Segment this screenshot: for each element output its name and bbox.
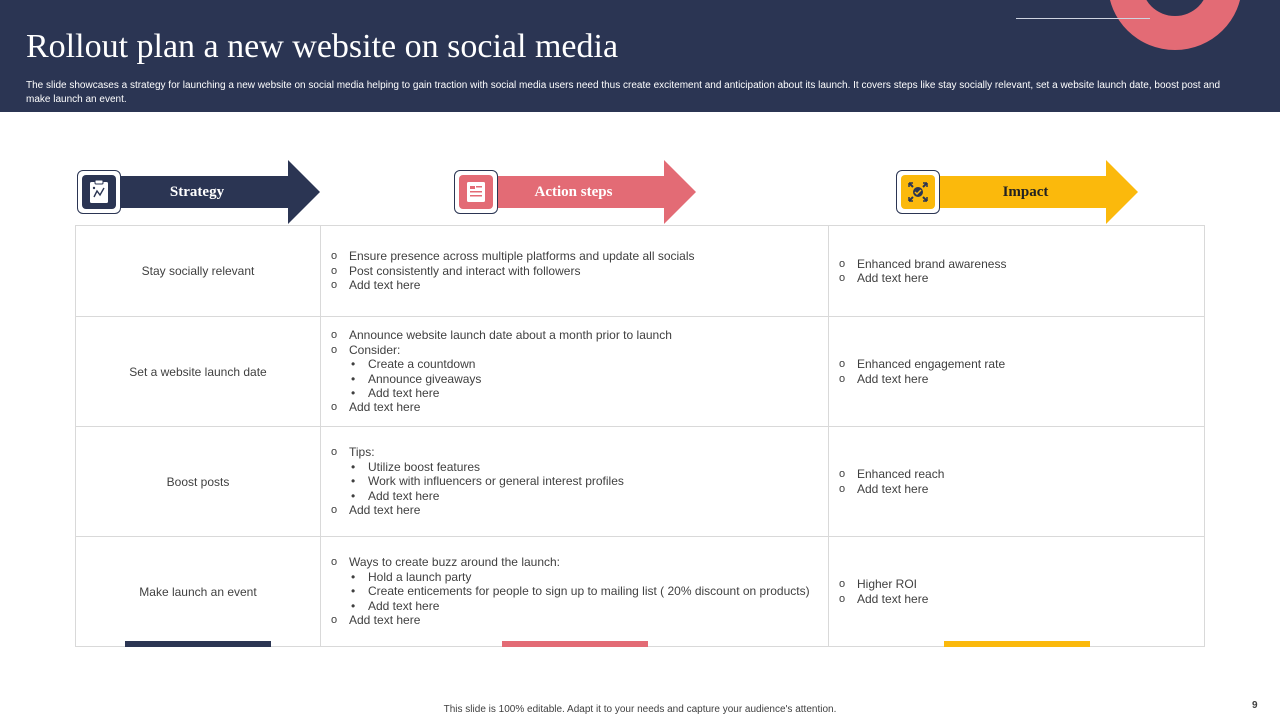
strategy-text: Stay socially relevant [141,264,255,278]
impact-cell [829,226,1204,316]
sub-list-item: • Create a countdown [349,357,672,371]
decorative-line [1016,18,1150,19]
action-steps-label: Action steps [534,184,613,200]
clipboard-icon [82,175,116,209]
sub-list-item: • Create enticements for people to sign up to mailing list ( 20% discount on products) [349,584,810,598]
strategy-cell [76,427,321,536]
sub-list [349,357,672,400]
decorative-ring [1108,0,1242,50]
impact-list [839,577,928,606]
list-item: o Post consistently and interact with followers [331,264,695,278]
actions-list [331,555,810,627]
list-item: o Add text here [331,503,624,517]
list-item: o Add text here [331,400,672,414]
actions-list [331,445,624,517]
list-item: o Higher ROI [839,577,928,591]
table-row [76,226,1204,317]
list-item: o Ways to create buzz around the launch: • Hold a launch party • Create enticements for people to sign up to mailing list ( 20% discount on products) • Add text here [331,555,810,613]
list-item: o Tips: • Utilize boost features • Work with influencers or general interest profiles • Add text here [331,445,624,503]
page-number: 9 [1252,700,1258,711]
table-row [76,427,1204,537]
actions-cell [321,226,829,316]
impact-list [839,357,1005,386]
actions-list [331,249,695,292]
list-item: o Add text here [839,372,1005,386]
impact-icon-box [896,170,940,214]
list-item: o Add text here [839,271,1006,285]
impact-list [839,467,944,496]
list-item: o Announce website launch date about a month prior to launch [331,328,672,342]
list-item: o Add text here [839,592,928,606]
sub-list-item: • Work with influencers or general interest profiles [349,474,624,488]
strategy-icon-box [77,170,121,214]
strategy-cell [76,537,321,646]
action-steps-icon-box [454,170,498,214]
sub-list [349,460,624,503]
sub-list-item: • Add text here [349,599,810,613]
actions-cell [321,427,829,536]
impact-accent-bar [944,641,1090,647]
impact-cell [829,537,1204,646]
list-item: o Add text here [331,278,695,292]
list-item: o Consider: • Create a countdown • Announce giveaways • Add text here [331,343,672,401]
table-row [76,537,1204,646]
action-steps-accent-bar [502,641,648,647]
header-band [0,0,1280,112]
list-item: o Add text here [839,482,944,496]
impact-list [839,257,1006,286]
impact-target-icon [901,175,935,209]
strategy-text: Make launch an event [139,584,257,599]
page-subtitle: The slide showcases a strategy for launching a new website on social media helping to gain traction with social media users need thus create excitement and anticipation about its launch. It covers steps like stay socially relevant, set a website launch date, boost post and make launch an event. [26,80,1220,105]
column-header-impact [895,160,1138,224]
list-item: o Enhanced engagement rate [839,357,1005,371]
strategy-text: Set a website launch date [129,364,267,379]
actions-cell [321,317,829,426]
impact-cell [829,427,1204,536]
table-row [76,317,1204,427]
sub-list-item: • Announce giveaways [349,372,672,386]
rollout-table [75,225,1205,647]
sub-list-item: • Hold a launch party [349,570,810,584]
footer-note: This slide is 100% editable. Adapt it to your needs and capture your audience's attention. [443,704,837,715]
list-item: o Add text here [331,613,810,627]
strategy-text: Boost posts [166,474,230,489]
sub-list [349,570,810,613]
page-title: Rollout plan a new website on social media [26,28,619,65]
strategy-cell [76,226,321,316]
sub-list-item: • Add text here [349,489,624,503]
column-header-strategy [76,160,320,224]
actions-cell [321,537,829,646]
actions-list [331,328,672,414]
impact-label: Impact [1002,184,1049,200]
strategy-label: Strategy [169,184,225,200]
list-item: o Enhanced brand awareness [839,257,1006,271]
impact-cell [829,317,1204,426]
column-header-action-steps [453,160,696,224]
list-item: o Enhanced reach [839,467,944,481]
sub-list-item: • Utilize boost features [349,460,624,474]
strategy-cell [76,317,321,426]
list-item: o Ensure presence across multiple platforms and update all socials [331,249,695,263]
document-list-icon [459,175,493,209]
sub-list-item: • Add text here [349,386,672,400]
strategy-accent-bar [125,641,271,647]
